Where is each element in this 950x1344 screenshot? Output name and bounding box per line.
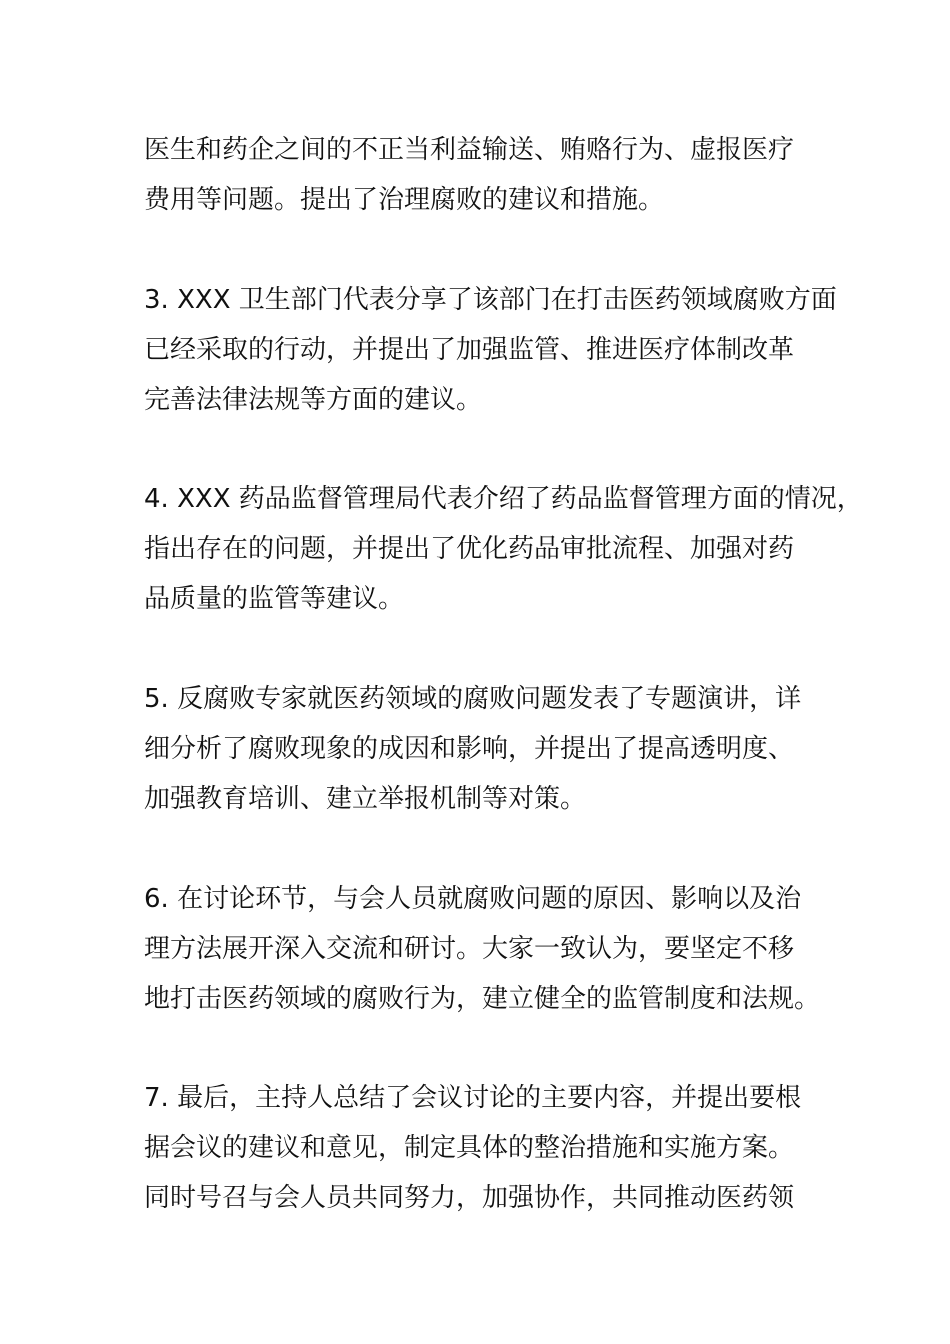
paragraph-line: 5. 反腐败专家就医药领域的腐败问题发表了专题演讲，详 bbox=[144, 684, 802, 714]
paragraph-line: 品质量的监管等建议。 bbox=[144, 584, 405, 614]
paragraph-line: 6. 在讨论环节，与会人员就腐败问题的原因、影响以及治 bbox=[144, 884, 802, 914]
paragraph-line: 理方法展开深入交流和研讨。大家一致认为，要坚定不移 bbox=[144, 934, 795, 964]
paragraph-line: 医生和药企之间的不正当利益输送、贿赂行为、虚报医疗 bbox=[144, 135, 795, 165]
paragraph-line: 费用等问题。提出了治理腐败的建议和措施。 bbox=[144, 185, 665, 215]
paragraph-line: 地打击医药领域的腐败行为，建立健全的监管制度和法规。 bbox=[144, 984, 821, 1014]
paragraph-line: 细分析了腐败现象的成因和影响，并提出了提高透明度、 bbox=[144, 734, 795, 764]
paragraph-line: 完善法律法规等方面的建议。 bbox=[144, 385, 483, 415]
paragraph-line: 3. XXX 卫生部门代表分享了该部门在打击医药领域腐败方面 bbox=[144, 285, 837, 315]
paragraph-line: 4. XXX 药品监督管理局代表介绍了药品监督管理方面的情况， bbox=[144, 484, 863, 514]
paragraph-line: 加强教育培训、建立举报机制等对策。 bbox=[144, 784, 587, 814]
paragraph-line: 7. 最后，主持人总结了会议讨论的主要内容，并提出要根 bbox=[144, 1083, 802, 1113]
paragraph-line: 已经采取的行动，并提出了加强监管、推进医疗体制改革 bbox=[144, 335, 795, 365]
paragraph-line: 指出存在的问题，并提出了优化药品审批流程、加强对药 bbox=[144, 534, 795, 564]
paragraph-line: 据会议的建议和意见，制定具体的整治措施和实施方案。 bbox=[144, 1133, 795, 1163]
paragraph-line: 同时号召与会人员共同努力，加强协作，共同推动医药领 bbox=[144, 1183, 795, 1213]
